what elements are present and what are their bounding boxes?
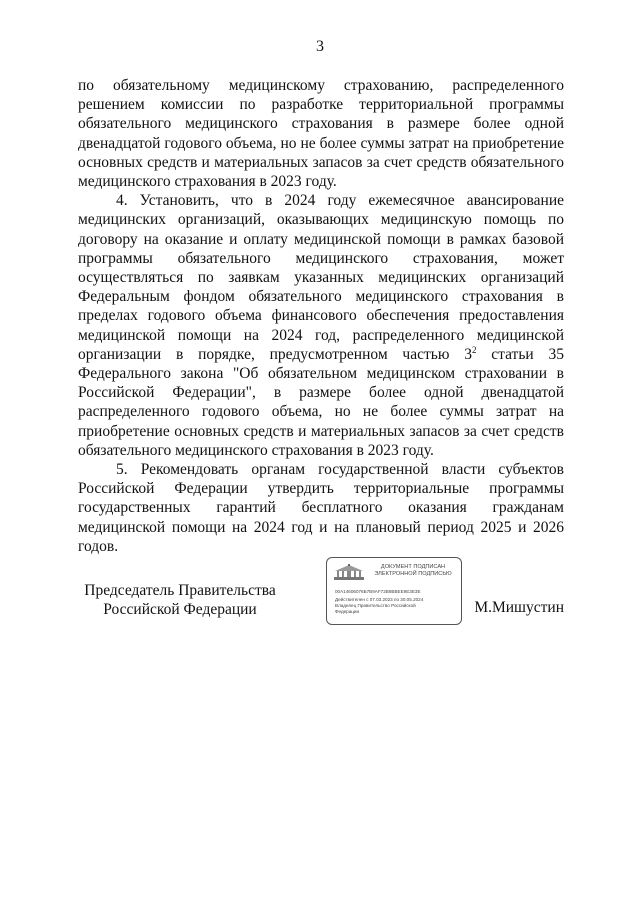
paragraph-4-text: 4. Установить, что в 2024 году ежемесячное авансирование медицинских организаций, оказывающих медицинскую помощь по договору на оказание и оплату медицинской помощи в рамках базовой программы обязательного медицинского страхования, может осуществляться по заявкам указанных медицинских организаций Федеральным фондом обязательного медицинского страхования в пределах годового объема финансового обеспечения предоставления медицинской помощи на 2024 год, распределенного медицинской организации в порядке, предусмотренном частью 3 [78, 192, 564, 363]
signer-title-line1: Председатель Правительства [84, 582, 276, 599]
stamp-owner-line2: Федерации [335, 609, 360, 614]
stamp-header-line1: ДОКУМЕНТ ПОДПИСАН [380, 564, 446, 570]
stamp-validity: Действителен с 07.03.2023 по 30.05.2024 [335, 597, 424, 602]
paragraph-4-superscript: 2 [471, 344, 477, 355]
stamp-header [367, 564, 459, 578]
document-body [78, 76, 564, 556]
electronic-signature-stamp [326, 557, 462, 625]
paragraph-4-text-end: статьи 35 Федерального закона "Об обязательном медицинском страховании в Российской Федерации", в размере более одной двенадцатой распределенного годового объема, но не более суммы затрат на приобретение основных средств и материальных запасов за счет средств обязательного медицинского страхования в 2023 году. [78, 345, 564, 459]
signer-name: М.Мишустин [474, 599, 564, 616]
signer-title-line2: Российской Федерации [103, 601, 257, 618]
signature-block [0, 564, 640, 631]
government-emblem-icon [333, 564, 365, 582]
stamp-owner-line1: Владелец Правительство Российской [335, 603, 416, 608]
stamp-certificate: 00А14606076Б7В9АF72В8ВВЕЕ9Е3Е3Е [335, 589, 421, 594]
paragraph-4 [78, 191, 564, 460]
stamp-header-line2: ЭЛЕКТРОННОЙ ПОДПИСЬЮ [374, 571, 452, 577]
paragraph-5: 5. Рекомендовать органам государственной власти субъектов Российской Федерации утвердить территориальные программы государственных гарантий бесплатного оказания гражданам медицинской помощи на 2024 год и на плановый период 2025 и 2026 годов. [78, 461, 564, 555]
signer-title [80, 581, 280, 619]
page-number: 3 [316, 38, 324, 55]
paragraph-continuation: по обязательному медицинскому страхованию, распределенного решением комиссии по разработке территориальной программы обязательного медицинского страхования в размере более одной двенадцатой годового объема, но не более суммы затрат на приобретение основных средств и материальных запасов за счет средств обязательного медицинского страхования в 2023 году. [78, 77, 564, 191]
